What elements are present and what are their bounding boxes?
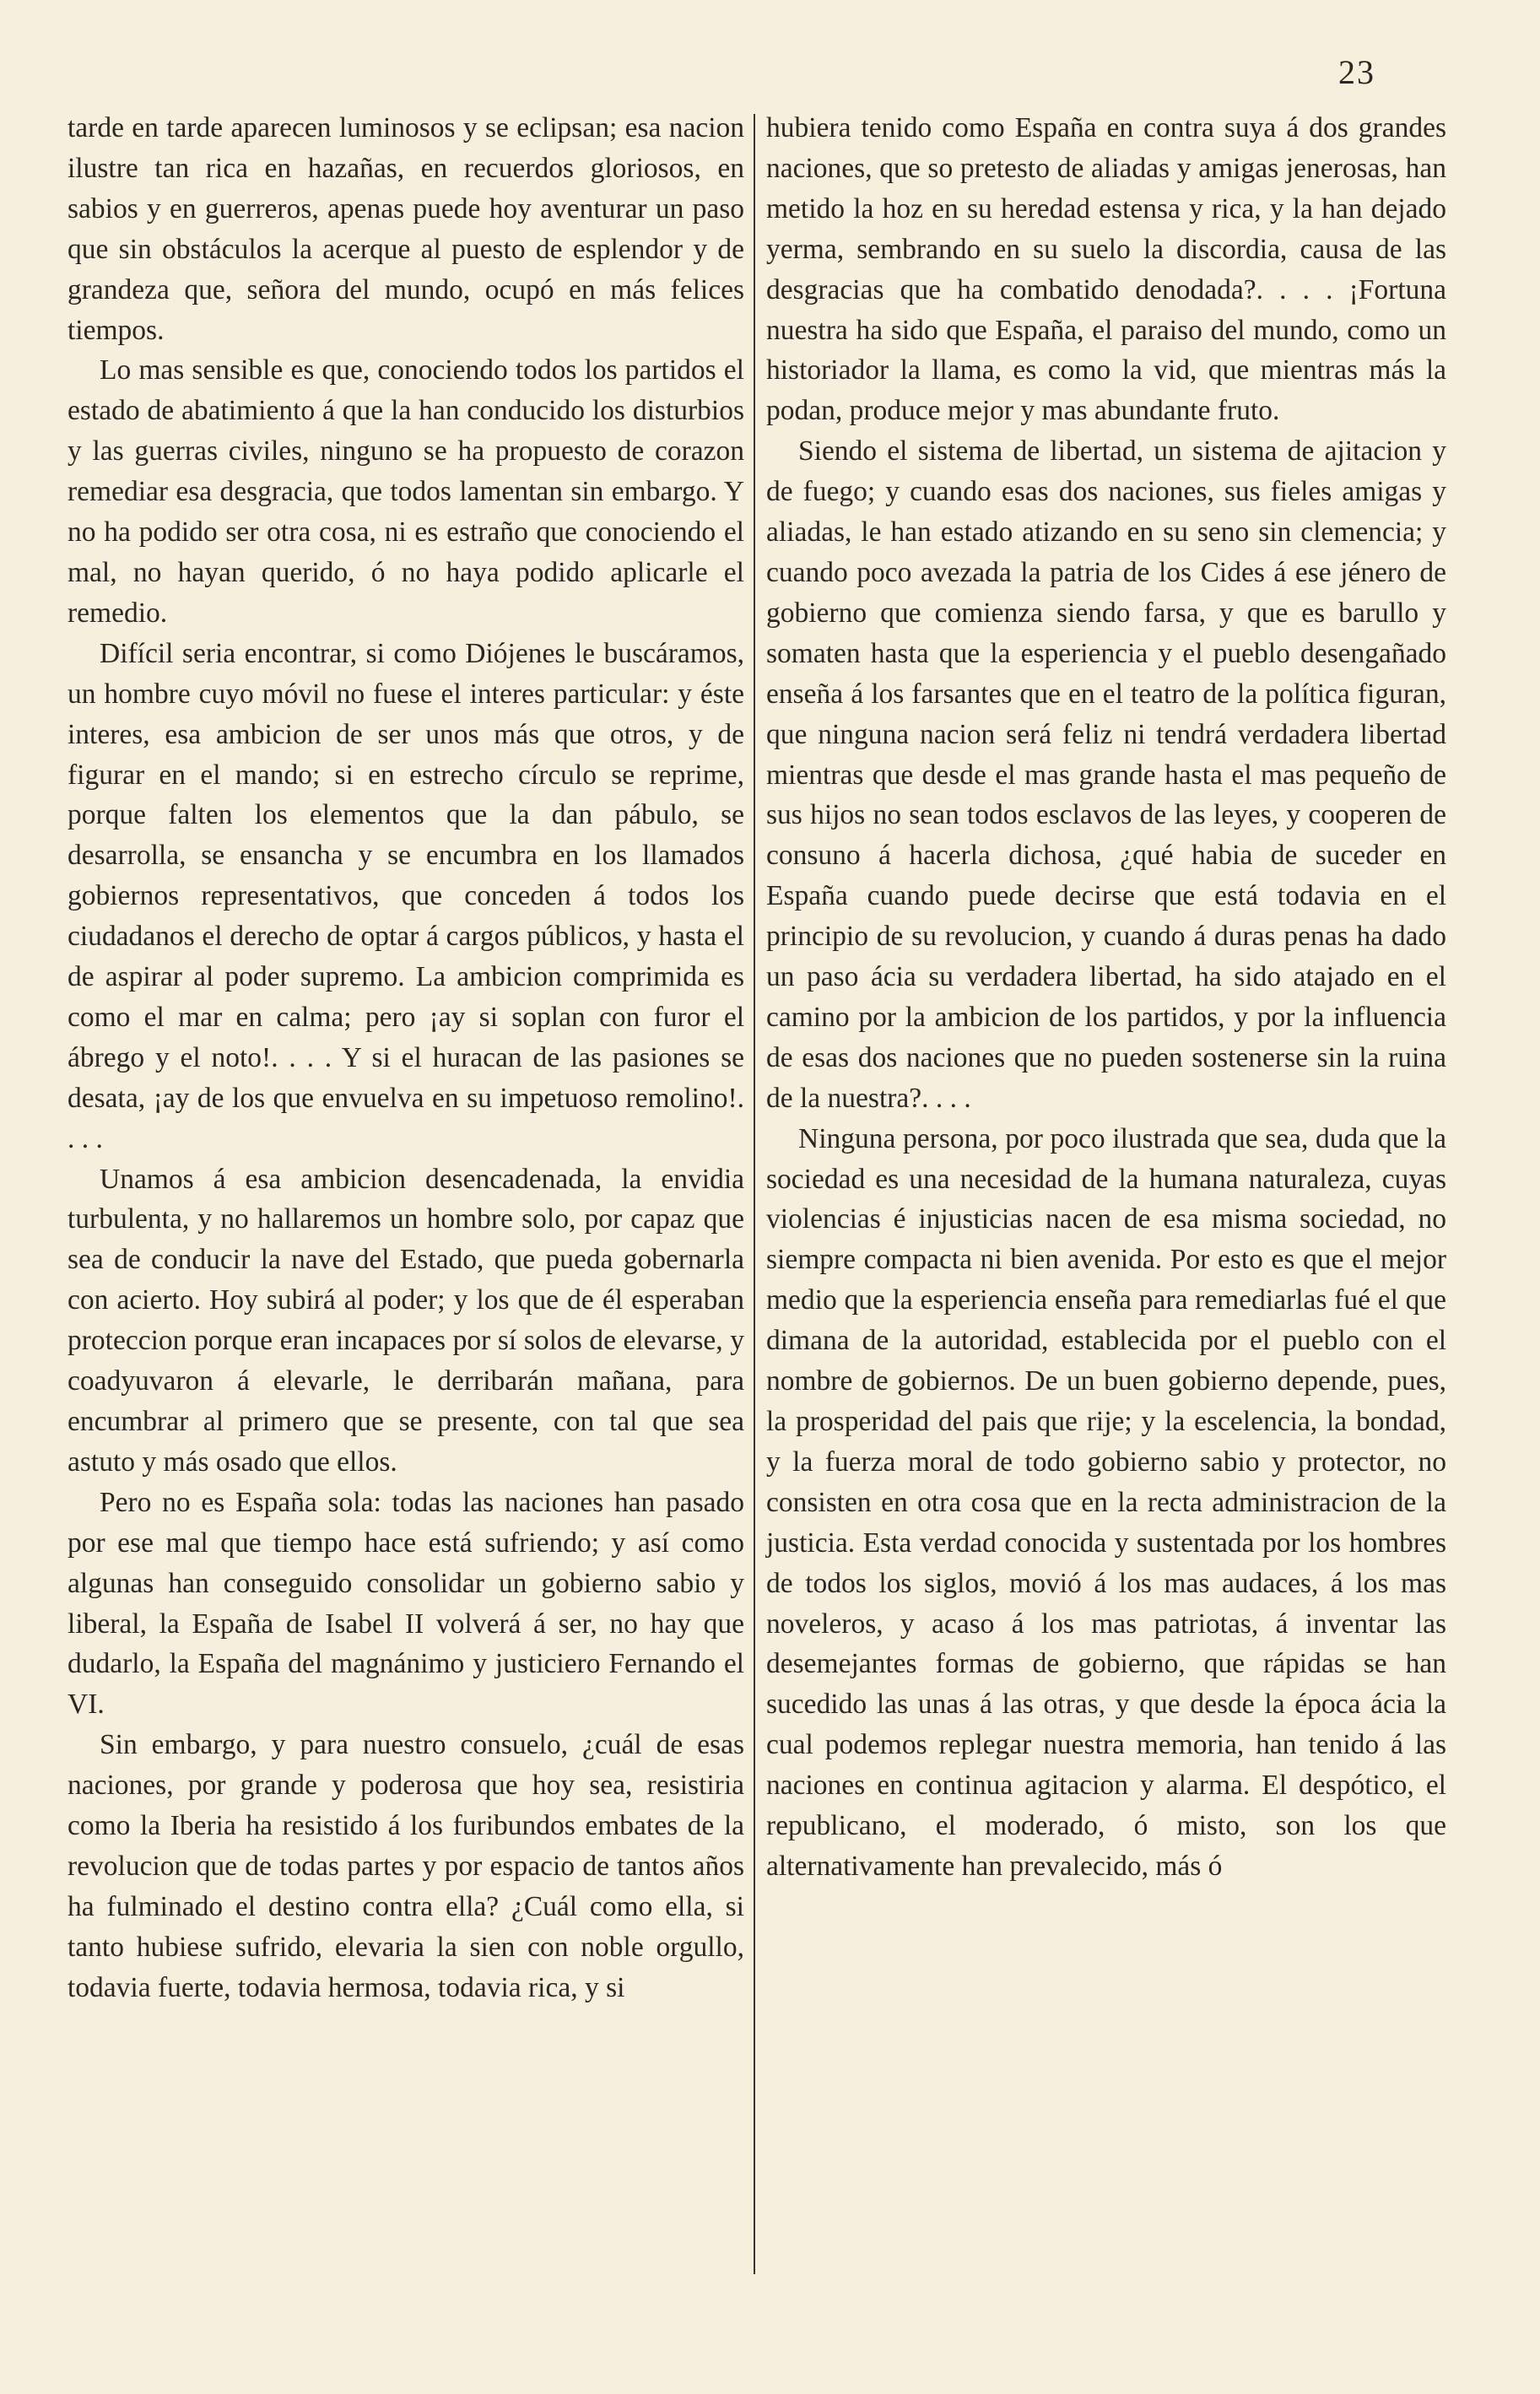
left-column <box>68 108 744 2008</box>
right-column <box>766 108 1446 1887</box>
left-paragraph-1: tarde en tarde aparecen luminosos y se eclipsan; esa nacion ilustre tan rica en hazañas, en recuerdos gloriosos, en sabios y en guerreros, apenas puede hoy aventurar un paso que sin obstáculos la acerque al puesto de esplendor y de grandeza que, señora del mundo, ocupó en más felices tiempos. <box>68 112 744 346</box>
right-paragraph-3: Ninguna persona, por poco ilustrada que sea, duda que la sociedad es una necesidad de la humana naturaleza, cuyas violencias é injusticias nacen de esa misma sociedad, no siempre compacta ni bien avenida. Por esto es que el mejor medio que la esperiencia enseña para remediarlas fué el que dimana de la autoridad, establecida por el pueblo con el nombre de gobiernos. De un buen gobierno depende, pues, la prosperidad del pais que rije; y la escelencia, la bondad, y la fuerza moral de todo gobierno sabio y protector, no consisten en otra cosa que en la recta administracion de la justicia. Esta verdad conocida y sustentada por los hombres de todos los siglos, movió á los mas audaces, á los mas noveleros, y acaso á los mas patriotas, á inventar las desemejantes formas de gobierno, que rápidas se han sucedido las unas á las otras, y que desde la época ácia la cual podemos replegar nuestra memoria, han tenido á las naciones en continua agitacion y alarma. El despótico, el republicano, el moderado, ó misto, son los que alternativamente han prevalecido, más ó <box>766 1122 1446 1882</box>
right-paragraph-2: Siendo el sistema de libertad, un sistema de ajitacion y de fuego; y cuando esas dos naciones, sus fieles amigas y aliadas, le han estado atizando en su seno sin clemencia; y cuando poco avezada la patria de los Cides á ese jénero de gobierno que comienza siendo farsa, y que es barullo y somaten hasta que la esperiencia y el pueblo desengañado enseña á los farsantes que en el teatro de la política figuran, que ninguna nacion será feliz ni tendrá verdadera libertad mientras que desde el mas grande hasta el mas pequeño de sus hijos no sean todos esclavos de las leyes, y cooperen de consuno á hacerla dichosa, ¿qué habia de suceder en España cuando puede decirse que está todavia en el principio de su revolucion, y cuando á duras penas ha dado un paso ácia su verdadera libertad, ha sido atajado en el camino por la ambicion de los partidos, y por la influencia de esas dos naciones que no pueden sostenerse sin la ruina de la nuestra?. . . . <box>766 435 1446 1114</box>
column-divider <box>754 114 755 2274</box>
page-number: 23 <box>1338 53 1375 91</box>
right-paragraph-1: hubiera tenido como España en contra suya á dos grandes naciones, que so pretesto de aliadas y amigas jenerosas, han metido la hoz en su heredad estensa y rica, y la han dejado yerma, sembrando en su suelo la discordia, causa de las desgracias que ha combatido denodada?. . . . ¡Fortuna nuestra ha sido que España, el paraiso del mundo, como un historiador la llama, es como la vid, que mientras más la podan, produce mejor y mas abundante fruto. <box>766 112 1446 427</box>
left-paragraph-4: Unamos á esa ambicion desencadenada, la envidia turbulenta, y no hallaremos un hombre solo, por capaz que sea de conducir la nave del Estado, que pueda gobernarla con acierto. Hoy subirá al poder; y los que de él esperaban proteccion porque eran incapaces por sí solos de elevarse, y coadyuvaron á elevarle, le derribarán mañana, para encumbrar al primero que se presente, con tal que sea astuto y más osado que ellos. <box>68 1163 744 1478</box>
left-paragraph-2: Lo mas sensible es que, conociendo todos los partidos el estado de abatimiento á que la han conducido los disturbios y las guerras civiles, ninguno se ha propuesto de corazon remediar esa desgracia, que todos lamentan sin embargo. Y no ha podido ser otra cosa, ni es estraño que conociendo el mal, no hayan querido, ó no haya podido aplicarle el remedio. <box>68 354 744 629</box>
left-paragraph-3: Difícil seria encontrar, si como Diójenes le buscáramos, un hombre cuyo móvil no fuese el interes particular: y éste interes, esa ambicion de ser unos más que otros, y de figurar en el mando; si en estrecho círculo se reprime, porque falten los elementos que la dan pábulo, se desarrolla, se ensancha y se encumbra en los llamados gobiernos representativos, que conceden á todos los ciudadanos el derecho de optar á cargos públicos, y hasta el de aspirar al poder supremo. La ambicion comprimida es como el mar en calma; pero ¡ay si soplan con furor el ábrego y el noto!. . . . Y si el huracan de las pasiones se desata, ¡ay de los que envuelva en su impetuoso remolino!. . . . <box>68 637 744 1154</box>
left-paragraph-5: Pero no es España sola: todas las naciones han pasado por ese mal que tiempo hace está sufriendo; y así como algunas han conseguido consolidar un gobierno sabio y liberal, la España de Isabel II volverá á ser, no hay que dudarlo, la España del magnánimo y justiciero Fernando el VI. <box>68 1486 744 1721</box>
left-paragraph-6: Sin embargo, y para nuestro consuelo, ¿cuál de esas naciones, por grande y poderosa que hoy sea, resistiria como la Iberia ha resistido á los furibundos embates de la revolucion que de todas partes y por espacio de tantos años ha fulminado el destino contra ella? ¿Cuál como ella, si tanto hubiese sufrido, elevaria la sien con noble orgullo, todavia fuerte, todavia hermosa, todavia rica, y si <box>68 1729 744 2003</box>
